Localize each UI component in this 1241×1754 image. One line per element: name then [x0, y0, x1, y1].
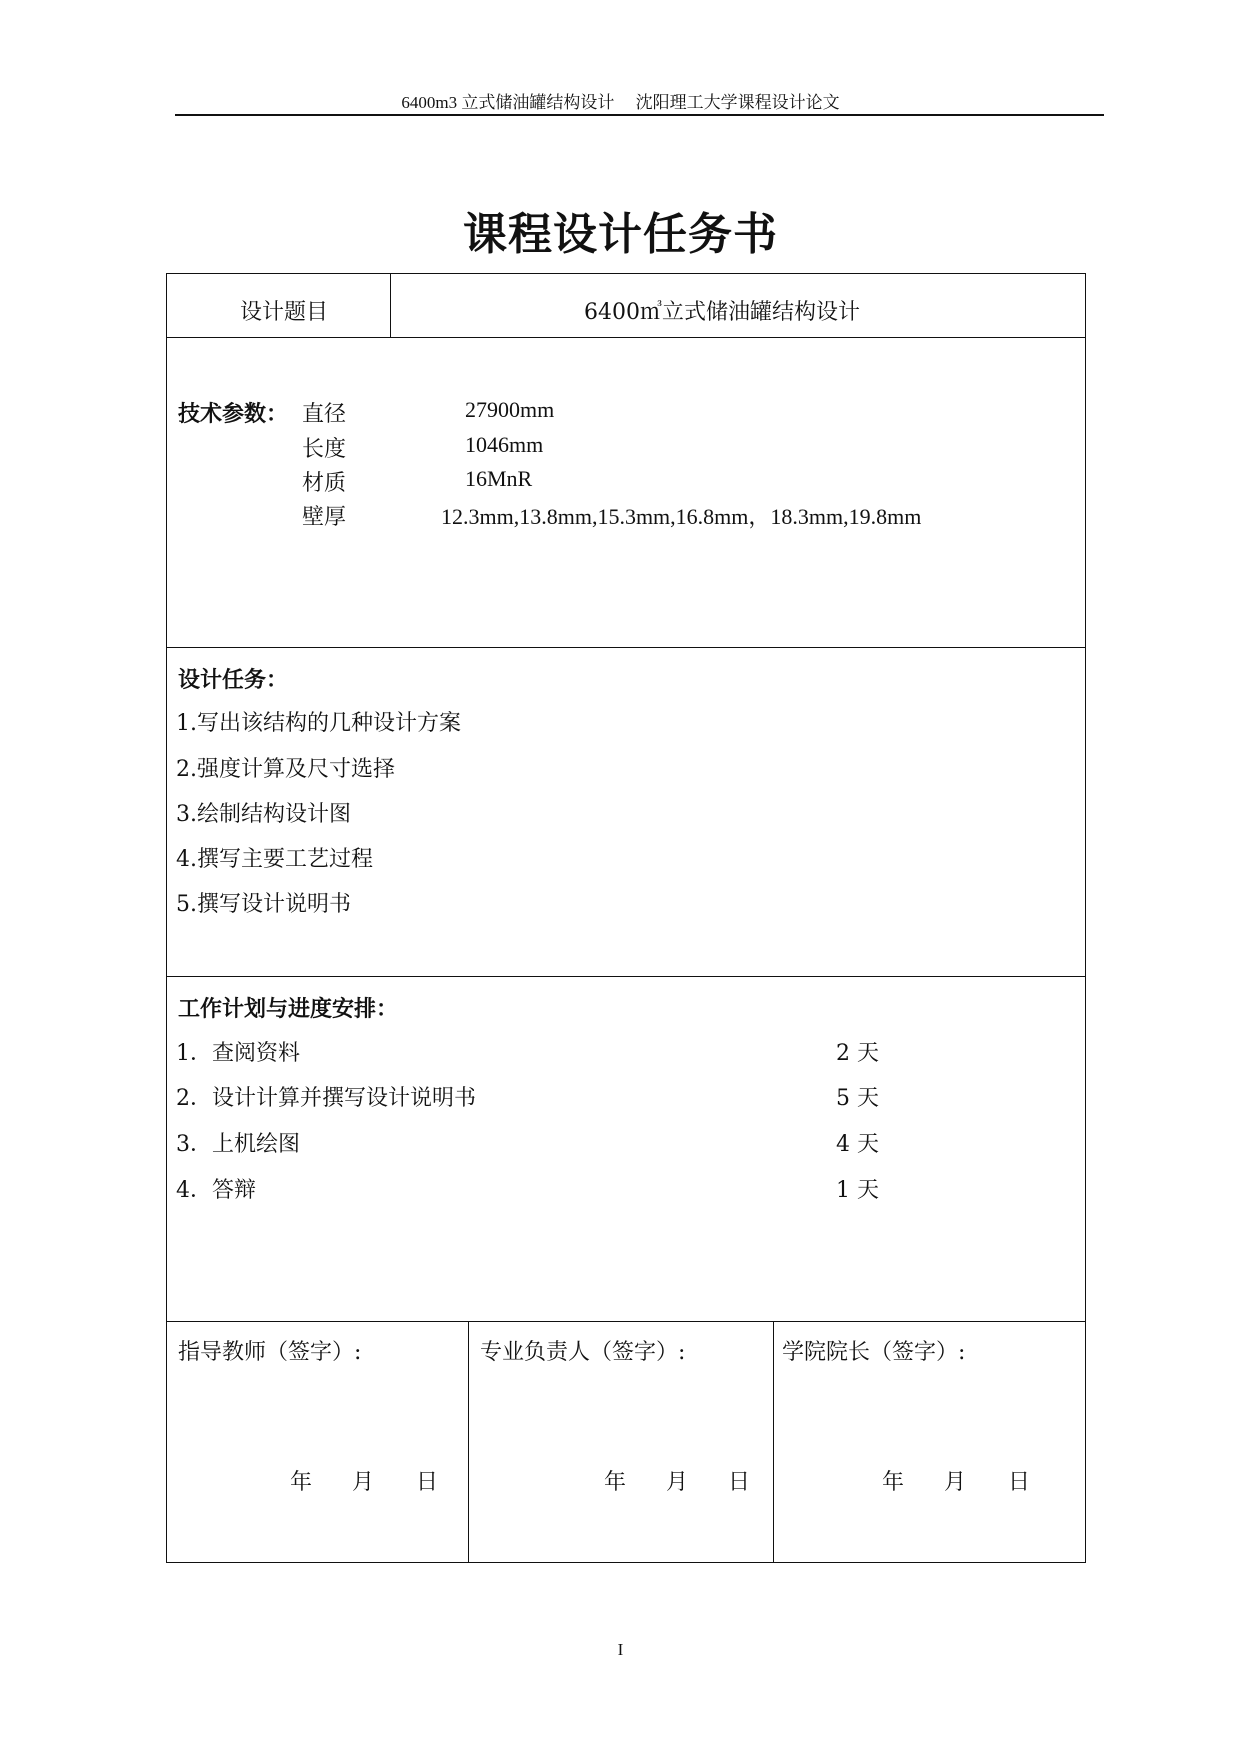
schedule-days: 1 天 [836, 1178, 879, 1203]
task-item: 5.撰写设计说明书 [176, 892, 351, 917]
param-value-material: 16MnR [465, 466, 533, 491]
schedule-days: 2 天 [836, 1041, 879, 1066]
row-divider-tasks [166, 976, 1086, 977]
param-value-length: 1046mm [465, 432, 544, 457]
signature-divider-2 [773, 1321, 774, 1563]
param-label-thickness: 壁厚 [302, 505, 347, 530]
row-divider-topic [166, 337, 1086, 338]
task-item: 3.绘制结构设计图 [176, 802, 351, 827]
schedule-days: 4 天 [836, 1132, 879, 1157]
schedule-task: 4．答辩 [176, 1178, 256, 1203]
date-day: 日 [416, 1470, 439, 1495]
tasks-heading: 设计任务： [178, 668, 289, 693]
topic-value: 6400㎥立式储油罐结构设计 [584, 300, 860, 325]
date-day: 日 [1008, 1470, 1031, 1495]
running-header: 6400m3 立式储油罐结构设计 沈阳理工大学课程设计论文 [401, 93, 840, 112]
param-label-length: 长度 [302, 437, 347, 462]
task-item: 1.写出该结构的几种设计方案 [176, 711, 461, 736]
task-item: 4.撰写主要工艺过程 [176, 847, 373, 872]
date-day: 日 [728, 1470, 751, 1495]
tech-params-heading: 技术参数： [178, 402, 289, 427]
signature-label-program-head: 专业负责人（签字）: [480, 1340, 686, 1365]
param-label-material: 材质 [302, 471, 347, 496]
row-divider-schedule [166, 1321, 1086, 1322]
schedule-task: 1．查阅资料 [176, 1041, 300, 1066]
schedule-task: 3．上机绘图 [176, 1132, 300, 1157]
row-divider-params [166, 647, 1086, 648]
date-year: 年 [604, 1470, 627, 1495]
task-item: 2.强度计算及尺寸选择 [176, 757, 395, 782]
param-value-diameter: 27900mm [465, 397, 555, 422]
date-month: 月 [666, 1470, 689, 1495]
date-month: 月 [352, 1470, 375, 1495]
page-number: I [617, 1640, 624, 1659]
schedule-days: 5 天 [836, 1086, 879, 1111]
topic-column-divider [390, 273, 391, 337]
document-title: 课程设计任务书 [463, 209, 778, 260]
topic-label: 设计题目 [240, 300, 329, 325]
signature-label-dean: 学院院长（签字）: [782, 1340, 966, 1365]
signature-divider-1 [468, 1321, 469, 1563]
schedule-task: 2．设计计算并撰写设计说明书 [176, 1086, 476, 1111]
signature-label-advisor: 指导教师（签字）: [178, 1340, 362, 1365]
date-year: 年 [882, 1470, 905, 1495]
param-label-diameter: 直径 [302, 402, 347, 427]
schedule-heading: 工作计划与进度安排： [178, 997, 399, 1022]
date-year: 年 [290, 1470, 313, 1495]
header-rule [175, 114, 1104, 116]
date-month: 月 [944, 1470, 967, 1495]
param-value-thickness: 12.3mm,13.8mm,15.3mm,16.8mm，18.3mm,19.8mm [441, 504, 922, 529]
